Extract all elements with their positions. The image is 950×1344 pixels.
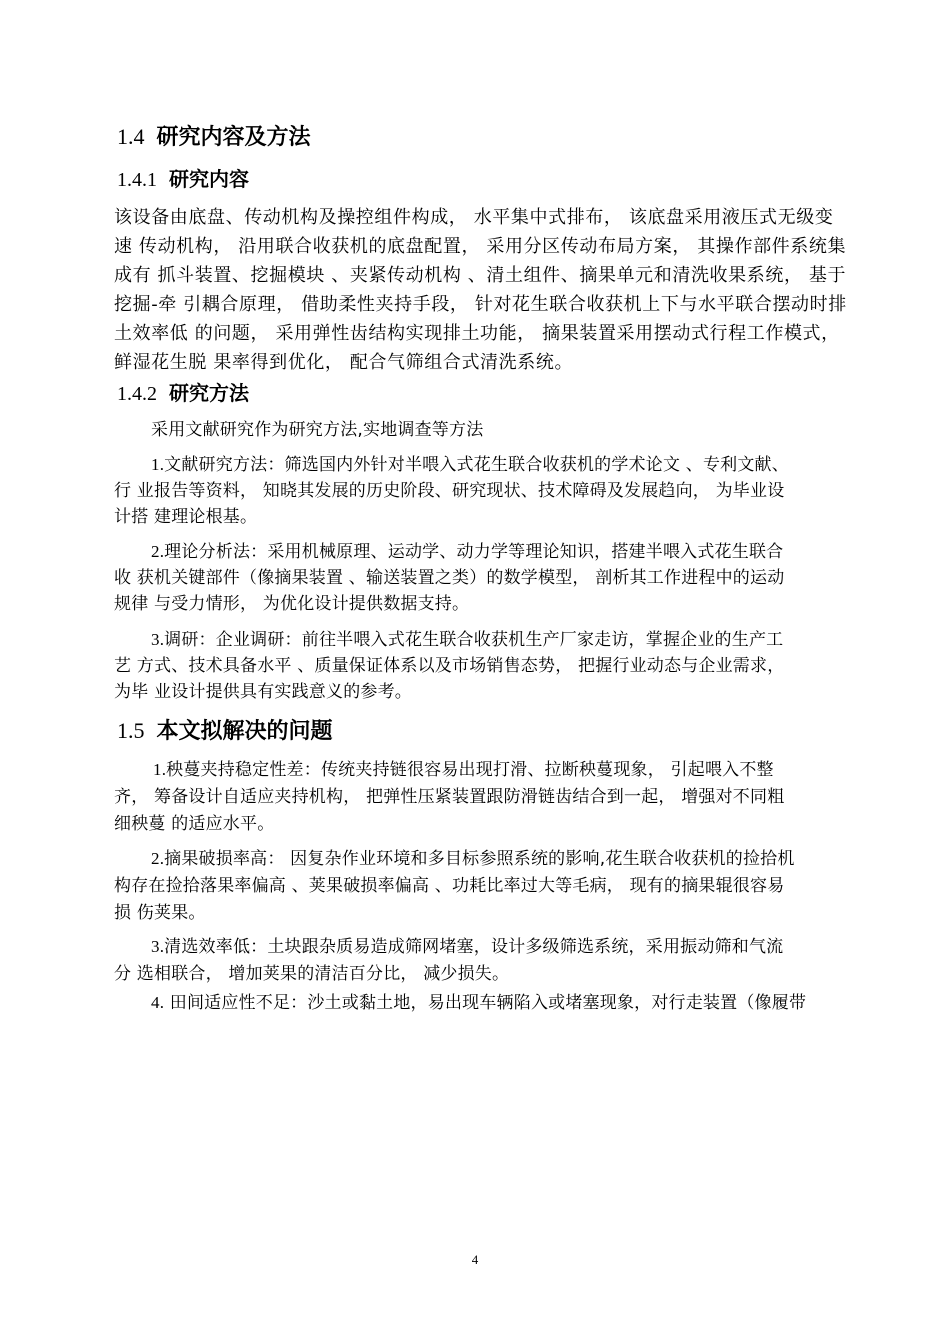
text-line: 成有 抓斗装置、挖掘模块 、夹紧传动机构 、清土组件、摘果单元和清洗收果系统， 基于: [114, 265, 847, 286]
item-text: 理论分析法：采用机械原理、运动学、动力学等理论知识，搭建半喂入式花生联合: [164, 542, 784, 562]
item-number: 2.: [151, 849, 165, 868]
text-line: 齐， 筹备设计自适应夹持机构， 把弹性压紧装置跟防滑链齿结合到一起， 增强对不同粗: [114, 787, 785, 807]
item-number: 1.: [151, 455, 165, 474]
text-line: 分 选相联合， 增加荚果的清洁百分比， 减少损失。: [114, 964, 510, 984]
section-number: 1.5: [117, 718, 145, 743]
item-text: 清选效率低：土块跟杂质易造成筛网堵塞，设计多级筛选系统，采用振动筛和气流: [164, 937, 784, 957]
section-heading-1-4-1: [117, 165, 249, 194]
text-line: [151, 628, 783, 652]
text-line: [151, 991, 806, 1015]
text-line: 艺 方式、技术具备水平 、质量保证体系以及市场销售态势， 把握行业动态与企业需求，: [114, 656, 785, 676]
methods-intro: 采用文献研究作为研究方法,实地调查等方法: [151, 420, 484, 440]
item-number: 1.: [153, 760, 167, 779]
section-title: 研究内容: [169, 167, 249, 191]
text-line: 鲜湿花生脱 果率得到优化， 配合气筛组合式清洗系统。: [114, 352, 574, 373]
text-line: [153, 758, 774, 782]
text-line: 收 获机关键部件（像摘果装置 、输送装置之类）的数学模型， 剖析其工作进程中的运动: [114, 568, 785, 588]
item-number: 4.: [151, 993, 165, 1012]
item-text: 秧蔓夹持稳定性差：传统夹持链很容易出现打滑、拉断秧蔓现象， 引起喂入不整: [166, 760, 774, 780]
text-line: [151, 847, 795, 871]
item-number: 3.: [151, 630, 165, 649]
section-number: 1.4.2: [117, 383, 157, 405]
item-text: 摘果破损率高： 因复杂作业环境和多目标参照系统的影响,花生联合收获机的捡拾机: [164, 849, 795, 869]
text-line: 土效率低 的问题， 采用弹性齿结构实现排土功能， 摘果装置采用摆动式行程工作模式，: [114, 323, 840, 344]
section-number: 1.4.1: [117, 169, 157, 191]
text-line: 计搭 建理论根基。: [114, 507, 258, 527]
text-line: [151, 935, 783, 959]
text-line: 损 伤荚果。: [114, 903, 206, 923]
section-title: 研究方法: [169, 381, 249, 405]
section-heading-1-4: [117, 122, 311, 153]
text-line: 挖掘-牵 引耦合原理， 借助柔性夹持手段， 针对花生联合收获机上下与水平联合摆动时排: [114, 294, 847, 315]
item-number: 3.: [151, 937, 165, 956]
item-number: 2.: [151, 542, 165, 561]
page-number: 4: [471, 1252, 479, 1267]
section-title: 本文拟解决的问题: [156, 719, 333, 744]
text-line: 构存在捡拾落果率偏高 、荚果破损率偏高 、功耗比率过大等毛病， 现有的摘果辊很容易: [114, 876, 785, 896]
section-heading-1-5: [117, 716, 333, 747]
text-line: 细秧蔓 的适应水平。: [114, 814, 275, 834]
text-line: 速 传动机构， 沿用联合收获机的底盘配置， 采用分区传动布局方案， 其操作部件系统集: [114, 236, 847, 257]
text-line: 该设备由底盘、传动机构及操控组件构成， 水平集中式排布， 该底盘采用液压式无级变: [114, 207, 834, 228]
text-line: [151, 453, 789, 477]
item-text: 文献研究方法：筛选国内外针对半喂入式花生联合收获机的学术论文 、专利文献、: [164, 455, 789, 475]
item-text: 田间适应性不足：沙土或黏土地，易出现车辆陷入或堵塞现象，对行走装置（像履带: [164, 993, 807, 1013]
text-line: [151, 540, 783, 564]
section-number: 1.4: [117, 124, 145, 149]
text-line: 规律 与受力情形， 为优化设计提供数据支持。: [114, 594, 470, 614]
section-heading-1-4-2: [117, 379, 249, 408]
item-text: 调研：企业调研：前往半喂入式花生联合收获机生产厂家走访，掌握企业的生产工: [164, 630, 784, 650]
text-line: 为毕 业设计提供具有实践意义的参考。: [114, 682, 413, 702]
text-line: 行 业报告等资料， 知晓其发展的历史阶段、研究现状、技术障碍及发展趋向， 为毕业设: [114, 481, 785, 501]
section-title: 研究内容及方法: [156, 125, 311, 150]
